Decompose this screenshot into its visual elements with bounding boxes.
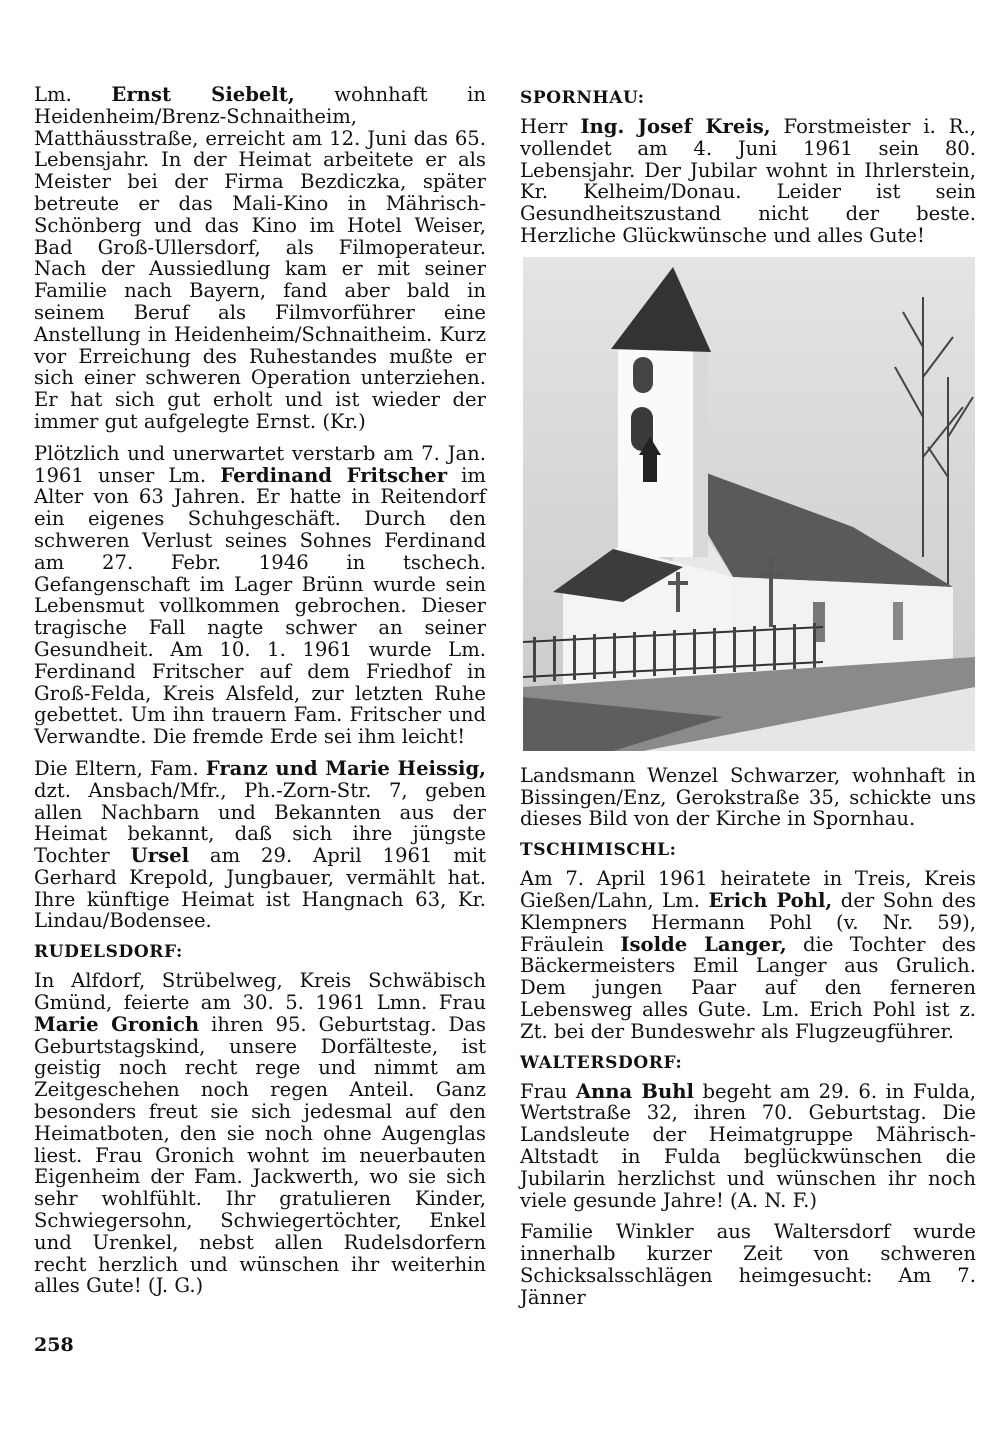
person-name: Ursel [130,844,190,868]
person-name: Marie Gronich [34,1012,200,1036]
text: Die Eltern, Fam. [34,756,206,780]
article-fritscher [34,443,486,748]
text: Am 7. April 1961 heiratete in Treis, Kreis Gießen/Lahn, Lm. [520,867,976,912]
text: im Alter von 63 Jahren. Er hatte in Reitendorf ein eigenes Schuhgeschäft. Durch den schweren Verlust seines Sohnes Ferdinand am 27. Febr. 1946 in tschech. Gefangenschaft im Lager Brünn wurde sein Lebensmut vollkommen gebrochen. Dieser tragische Fall nagte schwer an seiner Gesundheit. Am 10. 1. 1961 wurde Lm. Ferdinand Fritscher auf dem Friedhof in Groß-Felda, Kreis Alsfeld, zur letzten Ruhe gebettet. Um ihn trauern Fam. Fritscher und Verwandte. Die fremde Erde sei ihm leicht! [34,463,486,749]
text: der Sohn des Klempners Hermann Pohl (v. Nr. 59), Fräulein [520,888,976,956]
text: In Alfdorf, Strübelweg, Kreis Schwäbisch Gmünd, feierte am 30. 5. 1961 Lmn. Frau [34,969,486,1015]
left-column [34,84,486,1307]
section-heading-waltersdorf: WALTERSDORF: [520,1052,683,1073]
person-name: Ernst Siebelt, [111,83,295,106]
text: Frau [520,1079,576,1103]
person-name: Isolde Langer, [620,932,787,956]
person-name: Ing. Josef Kreis, [580,115,771,138]
person-name: Ferdinand Fritscher [220,463,448,487]
section-heading-rudelsdorf: RUDELSDORF: [34,942,183,963]
person-name: Franz und Marie Heissig, [205,756,487,780]
text: die Tochter des Bäckermeisters Emil Langer aus Grulich. Dem jungen Paar auf den ferneren Lebensweg alles Gute. Lm. Erich Pohl ist z. Zt. bei der Bundeswehr als Flugzeugführer. [520,932,976,1043]
text: Lm. [34,83,112,106]
text: Herr [520,115,581,138]
text: am 29. April 1961 mit Gerhard Krepold, Jungbauer, vermählt hat. Ihre künftige Heimat ist Hangnach 63, Kr. Lindau/Bodensee. [34,844,486,933]
article-kreis [520,116,976,247]
section-heading-tschimischl: TSCHIMISCHL: [520,840,677,861]
person-name: Erich Pohl, [708,888,833,912]
text: wohnhaft in Heidenheim/Brenz-Schnaitheim, Matthäusstraße, erreicht am 12. Juni das 65. Lebensjahr. In der Heimat arbeitete er als Meister bei der Firma Bezdiczka, später betreute er das Mali-Kino in Mährisch-Schönberg und das Kino im Hotel Weiser, Bad Groß-Ullersdorf, als Filmoperateur. Nach der Aussiedlung kam er mit seiner Familie nach Bayern, fand aber bald in seinem Beruf als Filmvorführer eine Anstellung in Heidenheim/Schnaitheim. Kurz vor Erreichung des Ruhestandes mußte er sich einer schweren Operation unterziehen. Er hat sich gut erholt und ist wieder der immer gut aufgelegte Ernst. (Kr.) [34,83,486,433]
article-heissig [34,758,486,932]
article-gronich [34,970,486,1297]
article-siebelt [34,84,486,433]
text: Plötzlich und unerwartet verstarb am 7. Jan. 1961 unser Lm. [34,441,486,487]
text: begeht am 29. 6. in Fulda, Wertstraße 32, ihren 70. Geburtstag. Die Landsleute der Heimatgruppe Mährisch-Altstadt in Fulda beglückwünschen die Jubilarin herzlichst und wünschen ihr noch viele gesunde Jahre! (A. N. F.) [520,1079,976,1212]
section-heading-spornhau: SPORNHAU: [520,88,645,108]
page-number: 258 [34,1334,74,1356]
person-name: Anna Buhl [575,1079,694,1103]
right-column [520,84,976,1319]
church-illustration [523,257,975,751]
text: dzt. Ansbach/Mfr., Ph.-Zorn-Str. 7, geben allen Nachbarn und Bekannten aus der Heimat bekannt, daß sich ihre jüngste Tochter [34,778,486,868]
article-winkler: Familie Winkler aus Waltersdorf wurde innerhalb kurzer Zeit von schweren Schicksalsschlägen heimgesucht: Am 7. Jänner [520,1220,976,1309]
text: ihren 95. Geburtstag. Das Geburtstagskind, unsere Dorfälteste, ist geistig noch recht rege und nimmt am Zeitgeschehen noch regen Anteil. Ganz besonders freut sie sich jedesmal auf den Heimatboten, den sie noch ohne Augenglas liest. Frau Gronich wohnt im neuerbauten Eigenheim der Fam. Jackwerth, wo sie sich sehr wohlfühlt. Ihr gratulieren Kinder, Schwiegersohn, Schwiegertöchter, Enkel und Urenkel, nebst allen Rudelsdorfern recht herzlich und wünschen ihr weiterhin alles Gute! (J. G.) [34,1012,486,1298]
article-pohl [520,868,976,1042]
text: Forstmeister i. R., vollendet am 4. Juni 1961 sein 80. Lebensjahr. Der Jubilar wohnt in Ihrlerstein, Kr. Kelheim/Donau. Leider ist sein Gesundheitszustand nicht der beste. Herzliche Glückwünsche und alles Gute! [520,115,976,247]
article-buhl [520,1081,976,1212]
church-photo [523,257,975,751]
photo-caption: Landsmann Wenzel Schwarzer, wohnhaft in Bissingen/Enz, Gerokstraße 35, schickte uns dieses Bild von der Kirche in Spornhau. [520,763,976,831]
